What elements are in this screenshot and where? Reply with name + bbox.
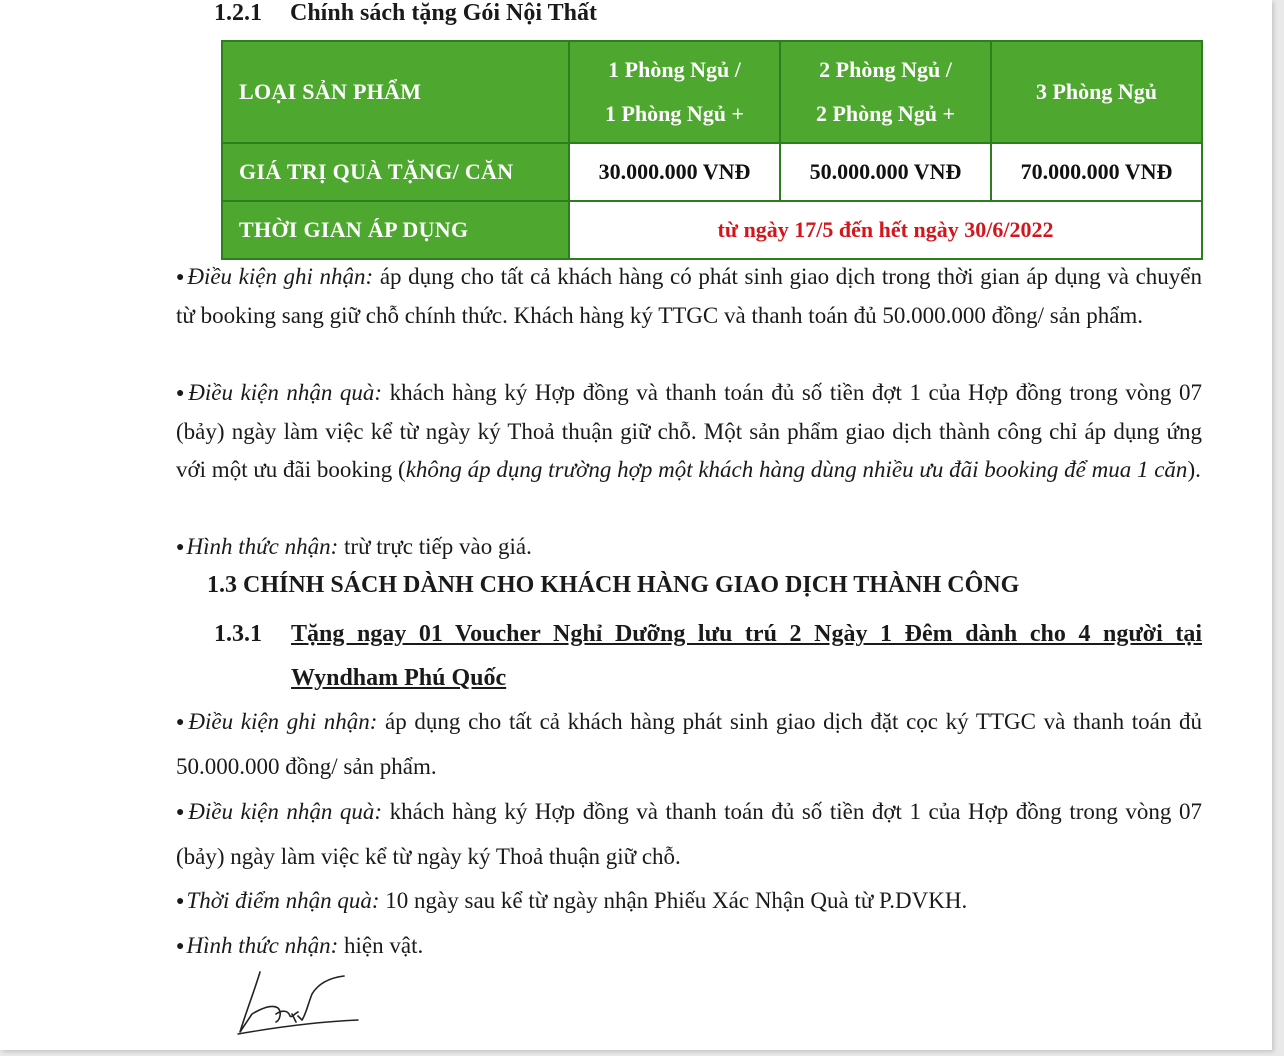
signature-mark — [232, 964, 372, 1044]
bullet-icon: ● — [176, 805, 187, 820]
column-header-line: 1 Phòng Ngủ + — [604, 101, 745, 126]
column-header-line: 2 Phòng Ngủ + — [815, 101, 956, 126]
column-header — [569, 41, 780, 143]
period-label: THỜI GIAN ÁP DỤNG — [222, 201, 569, 259]
list-item — [176, 258, 1202, 335]
table-header-row — [222, 41, 1202, 143]
list-item — [176, 924, 1202, 969]
item-text: áp dụng cho tất cả khách hàng có phát sinh giao dịch trong thời gian áp dụng và chuyển từ booking sang giữ chỗ chính thức. Khách hàng ký TTGC và thanh toán đủ 50.000.000 đồng/ sản phẩm. — [176, 264, 1202, 328]
table-row — [222, 143, 1202, 201]
item-text: khách hàng ký Hợp đồng và thanh toán đủ số tiền đợt 1 của Hợp đồng trong vòng 07 (bảy) ngày làm việc kể từ ngày ký Thoả thuận giữ chỗ. Một sản phẩm giao dịch thành công chỉ áp dụng ứng với một ưu đãi booking ( — [176, 380, 1202, 482]
bullet-icon: ● — [176, 939, 185, 954]
item-note: không áp dụng trường hợp một khách hàng dùng nhiều ưu đãi booking để mua 1 căn — [405, 457, 1188, 482]
bullet-icon: ● — [176, 270, 186, 285]
item-text: hiện vật. — [338, 933, 424, 958]
item-label: Hình thức nhận: — [186, 933, 339, 958]
item-text: ). — [1187, 457, 1201, 482]
gift-value-label: GIÁ TRỊ QUÀ TẶNG/ CĂN — [222, 143, 569, 201]
section-title: Chính sách tặng Gói Nội Thất — [290, 0, 597, 26]
bullet-icon: ● — [176, 540, 185, 555]
column-header-line: 2 Phòng Ngủ / — [819, 57, 952, 82]
period-value: từ ngày 17/5 đến hết ngày 30/6/2022 — [569, 201, 1202, 259]
gift-value-cell: 70.000.000 VNĐ — [991, 143, 1202, 201]
bullet-icon: ● — [176, 715, 187, 730]
item-text: trừ trực tiếp vào giá. — [338, 534, 532, 559]
column-header-line: 1 Phòng Ngủ / — [608, 57, 741, 82]
item-label: Điều kiện ghi nhận: — [188, 709, 378, 734]
section-131-heading — [214, 612, 1202, 700]
item-text: khách hàng ký Hợp đồng và thanh toán đủ số tiền đợt 1 của Hợp đồng trong vòng 07 (bảy) ngày làm việc kể từ ngày ký Thoả thuận giữ chỗ. — [176, 799, 1202, 869]
gift-value-cell: 50.000.000 VNĐ — [780, 143, 991, 201]
gift-table — [221, 40, 1203, 260]
item-label: Điều kiện nhận quà: — [188, 799, 383, 824]
table-row — [222, 201, 1202, 259]
item-text: áp dụng cho tất cả khách hàng phát sinh giao dịch đặt cọc ký TTGC và thanh toán đủ 50.000.000 đồng/ sản phẩm. — [176, 709, 1202, 779]
column-header — [780, 41, 991, 143]
list-item — [176, 700, 1202, 789]
section-121-heading — [214, 0, 597, 27]
section-number: 1.3.1 — [214, 621, 262, 647]
section-number: 1.2.1 — [214, 0, 262, 26]
product-type-label: LOẠI SẢN PHẨM — [222, 41, 569, 143]
bullet-icon: ● — [176, 894, 185, 909]
bullet-icon: ● — [176, 386, 187, 401]
column-header — [991, 41, 1202, 143]
item-label: Hình thức nhận: — [186, 534, 339, 559]
item-text: 10 ngày sau kể từ ngày nhận Phiếu Xác Nhận Quà từ P.DVKH. — [379, 888, 968, 913]
list-item — [176, 879, 1202, 924]
section-13-heading: 1.3 CHÍNH SÁCH DÀNH CHO KHÁCH HÀNG GIAO DỊCH THÀNH CÔNG — [207, 572, 1020, 598]
item-label: Thời điểm nhận quà: — [186, 888, 380, 913]
gift-value-cell: 30.000.000 VNĐ — [569, 143, 780, 201]
section-title: Tặng ngay 01 Voucher Nghỉ Dưỡng lưu trú 2 Ngày 1 Đêm dành cho 4 người tại Wyndham Phú Quốc — [291, 621, 1202, 691]
list-item — [176, 528, 1202, 567]
list-item — [176, 790, 1202, 879]
item-label: Điều kiện nhận quà: — [188, 380, 383, 405]
item-label: Điều kiện ghi nhận: — [187, 264, 374, 289]
list-item — [176, 374, 1202, 489]
column-header-line: 3 Phòng Ngủ — [1035, 79, 1158, 104]
